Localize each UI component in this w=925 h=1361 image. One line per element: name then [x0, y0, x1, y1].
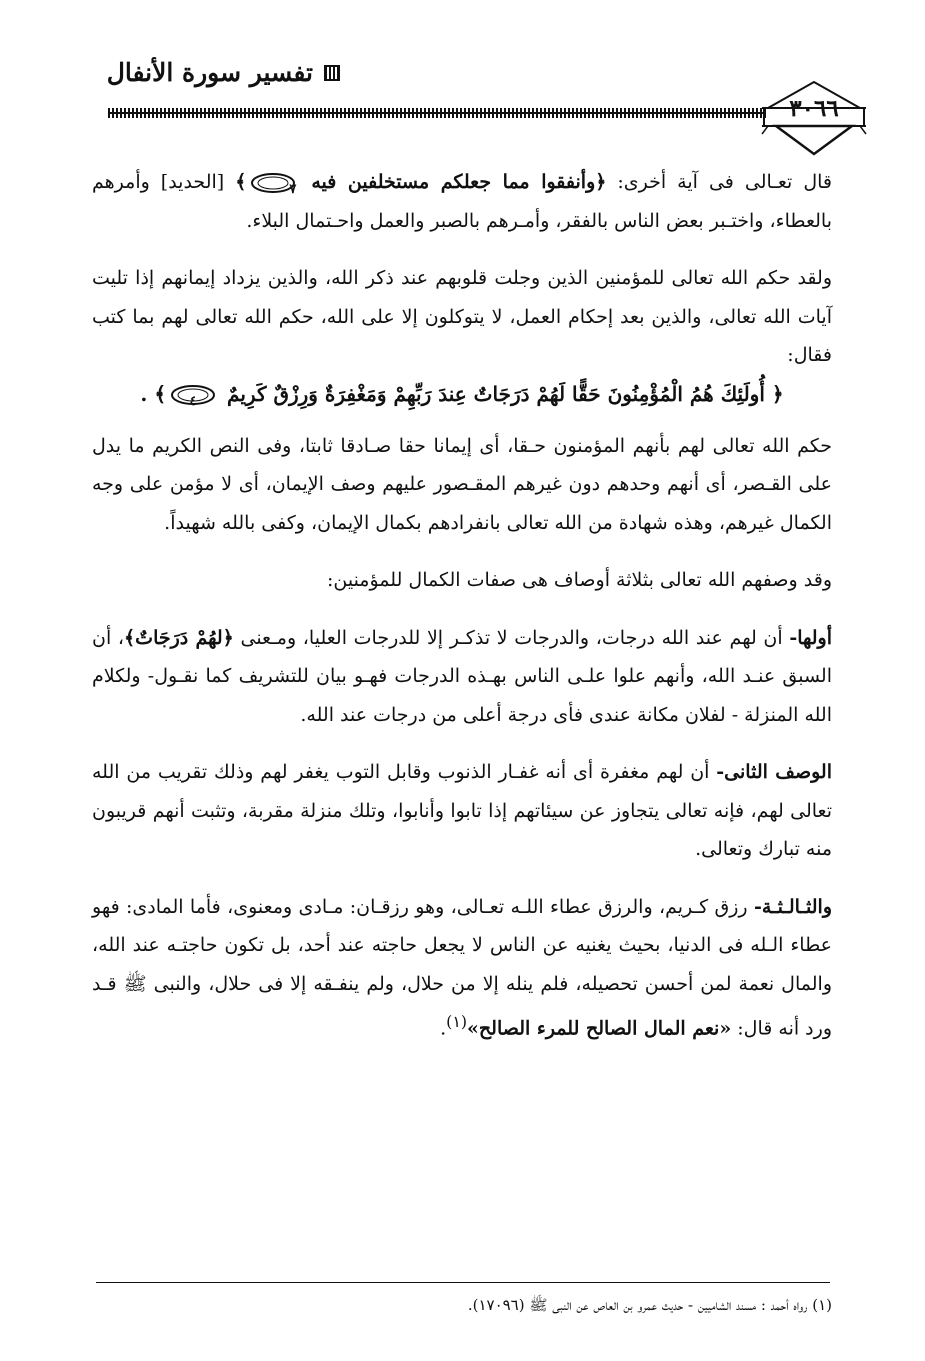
- page-body: [92, 163, 832, 1067]
- lead-heading: الوصف الثانى-: [716, 761, 832, 783]
- lead-heading: والثـالـثـة-: [753, 895, 832, 918]
- paragraph-6: [92, 753, 832, 869]
- footnote-rule: [96, 1282, 830, 1283]
- text: قال تعـالى فى آية أخرى:: [606, 171, 832, 193]
- footnote: (١) رواه أحمد : مسند الشاميين - حديث عمرو بن العاص عن النبى ﷺ (١٧٠٩٦).: [467, 1296, 832, 1314]
- quran-quote: ﴿وأنفقوا مما جعلكم مستخلفين فيه: [311, 171, 607, 193]
- quran-verse: [92, 375, 832, 413]
- paragraph-2: ولقد حكم الله تعالى للمؤمنين الذين وجلت قلوبهم عند ذكر الله، والذين يزداد إيمانهم إذا تليت آيات الله تعالى، والذين بعد إحكام العمل، لا يتوكلون إلا على الله، حكم الله تعالى لهم بما كتب فقال:: [92, 267, 832, 366]
- running-header-title: تفسير سورة الأنفال: [106, 58, 313, 87]
- verse-text: ﴿ أُولَئِكَ هُمُ الْمُؤْمِنُونَ حَقًّا لَهُمْ دَرَجَاتٌ عِندَ رَبِّهِمْ وَمَغْفِرَةٌ وَرِزْقٌ كَرِيمٌ: [227, 381, 784, 406]
- text: [الحديد] وأمرهم بالعطاء، واختـبر بعض الناس بالفقر، وأمـرهم بالصبر والعمل واحـتمال البلاء.: [92, 171, 832, 232]
- quran-close: ﴾: [235, 171, 247, 193]
- paragraph-4: وقد وصفهم الله تعالى بثلاثة أوصاف هى صفات الكمال للمؤمنين:: [326, 569, 832, 591]
- verse-close: ﴾ .: [140, 381, 167, 406]
- hadith-quote: «نعم المال الصالح للمرء الصالح»: [467, 1017, 732, 1040]
- page-number: ٣٠٦٦: [789, 95, 839, 122]
- ayah-number: ٧: [289, 182, 297, 197]
- paragraph-5: [92, 619, 832, 735]
- paragraph-3: حكم الله تعالى لهم بأنهم المؤمنون حـقا، أى إيمانا حقا صـادقا ثابتا، وفى النص الكريم ما يدل على القـصر، أى أنهم وحدهم دون غيرهم المقـصور عليهم وصف الإيمان، أى لا مؤمن على وجه الكمال غيرهم، وهذه شهادة من الله تعالى بانفرادهم بكمال الإيمان، وكفى بالله شهيداً.: [92, 434, 832, 534]
- paragraph-7: [92, 888, 832, 1048]
- ayah-number: ٤: [189, 394, 197, 409]
- footnote-reference[interactable]: (١): [446, 1012, 468, 1031]
- paragraph-1: [92, 163, 832, 240]
- text: .: [440, 1017, 447, 1040]
- lead-heading: أولها-: [789, 626, 832, 649]
- text: أن لهم عند الله درجات، والدرجات لا تذكـر إلا للدرجات العليا، ومـعنى: [233, 626, 790, 649]
- ornament-icon: [321, 62, 343, 84]
- text: ، أن السبق عنـد الله، وأنهم علوا علـى الناس بهـذه الدرجات فهـو بيان للتشريف كما نقـول- ولكلام الله المنزلة - لفلان مكانة عندى فأى درجة أعلى من درجات عند الله.: [92, 626, 832, 726]
- text: رزق كـريم، والرزق عطاء اللـه تعـالى، وهو رزقـان: مـادى ومعنوى، فأما المادى: فهو عطاء الـله فى الدنيا، بحيث يغنيه عن الناس لا يجعل حاجته عند أحد، بل تكون حاجتـه عند الله، والمال نعمة لمن أحسن تحصيله، فلم ينله إلا من حلال، ولم ينفـقه إلا فى حلال، والنبى ﷺ قـد ورد أنه قال:: [92, 895, 832, 1040]
- quran-quote: ﴿لهُمْ دَرَجَاتٌ﴾: [124, 626, 234, 649]
- header-rule: [108, 108, 766, 118]
- text: أن لهم مغفرة أى أنه غفـار الذنوب وقابل التوب يغفر لهم وذلك تقريب من الله تعالى لهم، فإنه تعالى يتجاوز عن سيئاتهم إذا تابوا وأنابوا، وتلك منزلة مقربة، وتثبت أنهم قريبون منه تبارك وتعالى.: [92, 761, 832, 860]
- ayah-number-marker-icon: [250, 172, 297, 197]
- ayah-number-marker-icon: [170, 384, 216, 409]
